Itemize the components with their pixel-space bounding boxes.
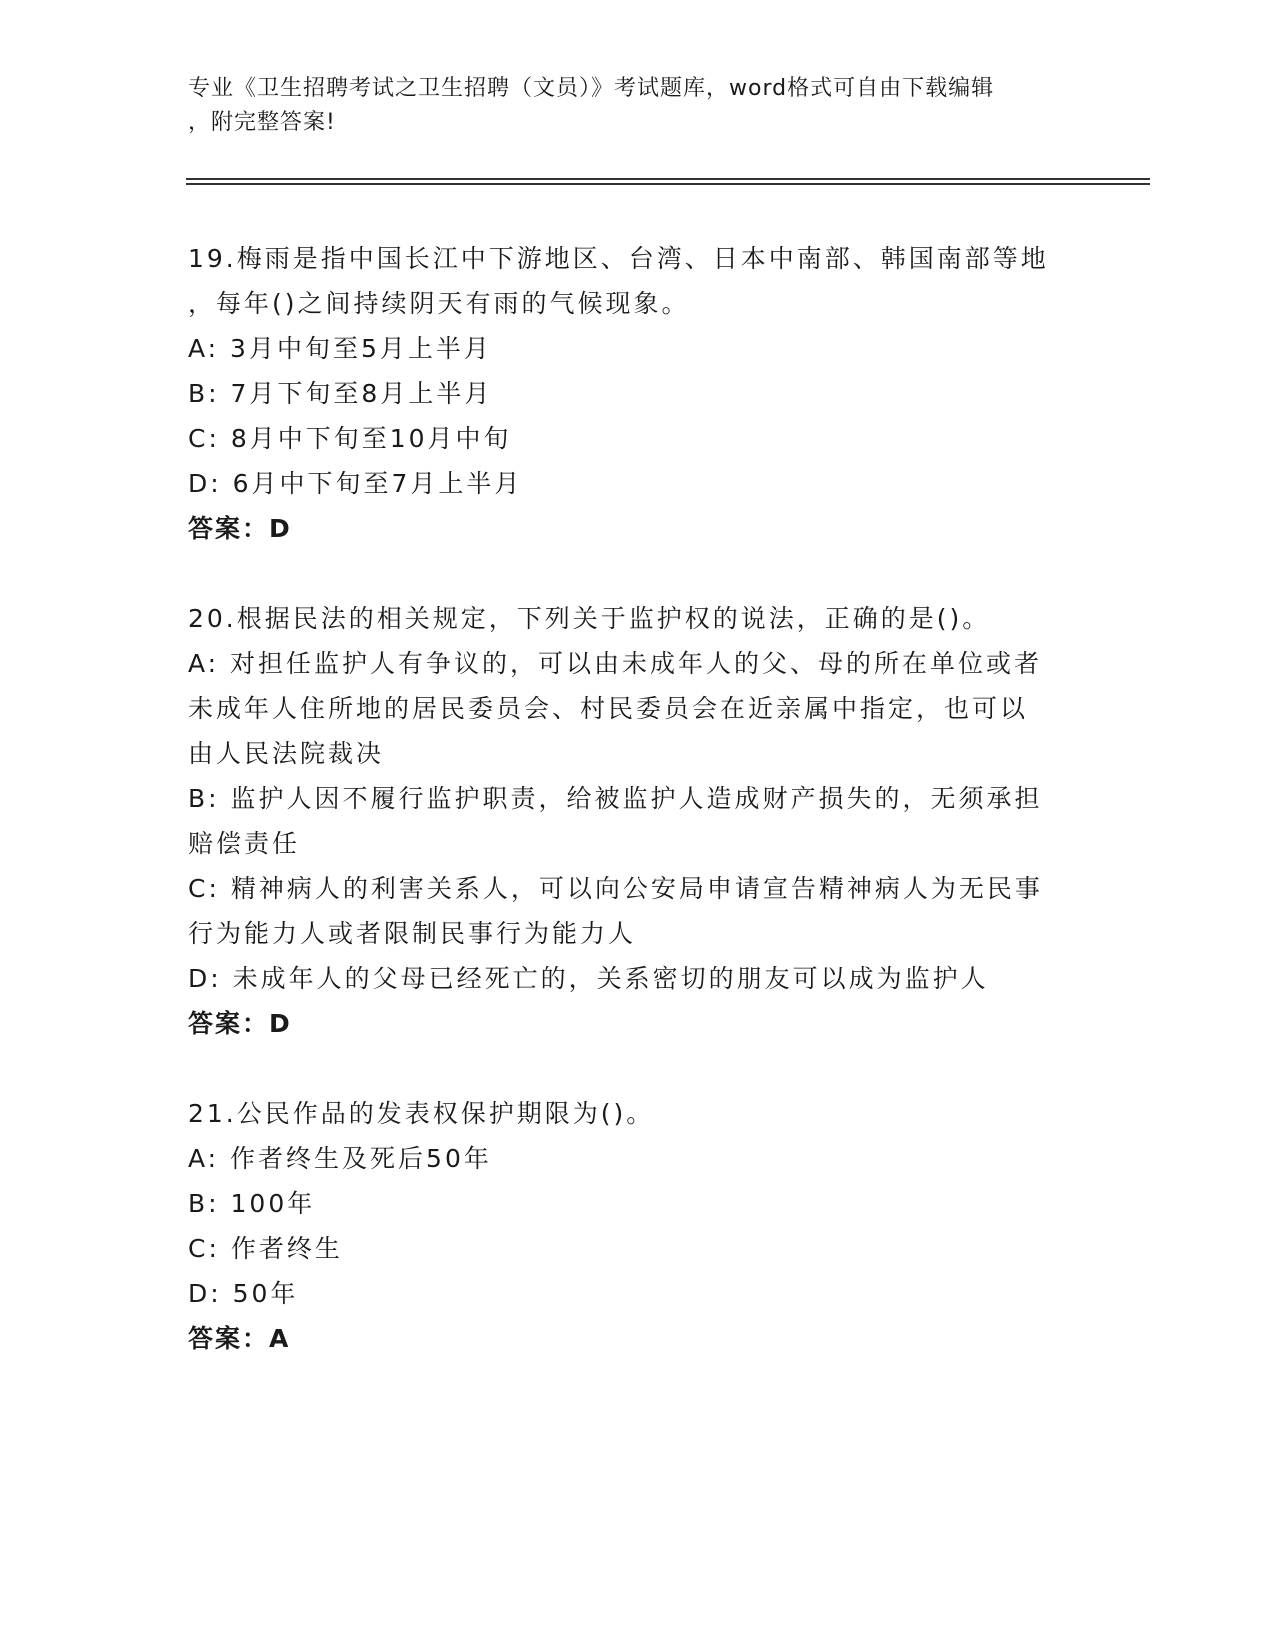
option-line: 行为能力人或者限制民事行为能力人 bbox=[188, 919, 637, 948]
option-line: D: 6月中下旬至7月上半月 bbox=[188, 469, 523, 498]
question-stem bbox=[188, 1091, 1088, 1136]
option-line: B: 7月下旬至8月上半月 bbox=[188, 379, 493, 408]
option-line: A: 作者终生及死后50年 bbox=[188, 1144, 492, 1173]
option-c bbox=[188, 1226, 1088, 1271]
option-line: B: 监护人因不履行监护职责，给被监护人造成财产损失的，无须承担 bbox=[188, 784, 1043, 813]
question-list bbox=[188, 236, 1088, 1361]
header-divider-top bbox=[186, 178, 1150, 180]
option-line: 未成年人住所地的居民委员会、村民委员会在近亲属中指定，也可以 bbox=[188, 694, 1029, 723]
option-line: 赔偿责任 bbox=[188, 829, 301, 858]
document-header bbox=[188, 72, 1088, 140]
option-b bbox=[188, 776, 1088, 866]
stem-line: 21.公民作品的发表权保护期限为()。 bbox=[188, 1099, 655, 1128]
option-line: C: 作者终生 bbox=[188, 1234, 343, 1263]
header-divider-bottom bbox=[186, 183, 1150, 185]
header-line: ，附完整答案! bbox=[188, 110, 336, 135]
option-b bbox=[188, 1181, 1088, 1226]
option-a bbox=[188, 326, 1088, 371]
option-line: C: 精神病人的利害关系人，可以向公安局申请宣告精神病人为无民事 bbox=[188, 874, 1043, 903]
header-line: 专业《卫生招聘考试之卫生招聘（文员）》考试题库，word格式可自由下载编辑 bbox=[188, 76, 995, 101]
option-a bbox=[188, 641, 1088, 776]
answer-label: 答案：D bbox=[188, 1009, 292, 1038]
question-stem bbox=[188, 596, 1088, 641]
option-line: D: 未成年人的父母已经死亡的，关系密切的朋友可以成为监护人 bbox=[188, 964, 989, 993]
option-d bbox=[188, 1271, 1088, 1316]
question-stem bbox=[188, 236, 1088, 326]
option-d bbox=[188, 956, 1088, 1001]
answer-label: 答案：D bbox=[188, 514, 292, 543]
option-line: A: 对担任监护人有争议的，可以由未成年人的父、母的所在单位或者 bbox=[188, 649, 1043, 678]
option-line: C: 8月中下旬至10月中旬 bbox=[188, 424, 512, 453]
stem-line: 20.根据民法的相关规定，下列关于监护权的说法，正确的是()。 bbox=[188, 604, 991, 633]
option-d bbox=[188, 461, 1088, 506]
stem-line: ，每年()之间持续阴天有雨的气候现象。 bbox=[188, 289, 690, 318]
option-line: D: 50年 bbox=[188, 1279, 299, 1308]
option-line: A: 3月中旬至5月上半月 bbox=[188, 334, 492, 363]
option-line: B: 100年 bbox=[188, 1189, 316, 1218]
option-c bbox=[188, 416, 1088, 461]
option-b bbox=[188, 371, 1088, 416]
stem-line: 19.梅雨是指中国长江中下游地区、台湾、日本中南部、韩国南部等地 bbox=[188, 244, 1049, 273]
question-20 bbox=[188, 596, 1088, 1046]
option-c bbox=[188, 866, 1088, 956]
answer-label: 答案：A bbox=[188, 1324, 291, 1353]
question-21 bbox=[188, 1091, 1088, 1361]
option-line: 由人民法院裁决 bbox=[188, 739, 385, 768]
question-19 bbox=[188, 236, 1088, 551]
option-a bbox=[188, 1136, 1088, 1181]
